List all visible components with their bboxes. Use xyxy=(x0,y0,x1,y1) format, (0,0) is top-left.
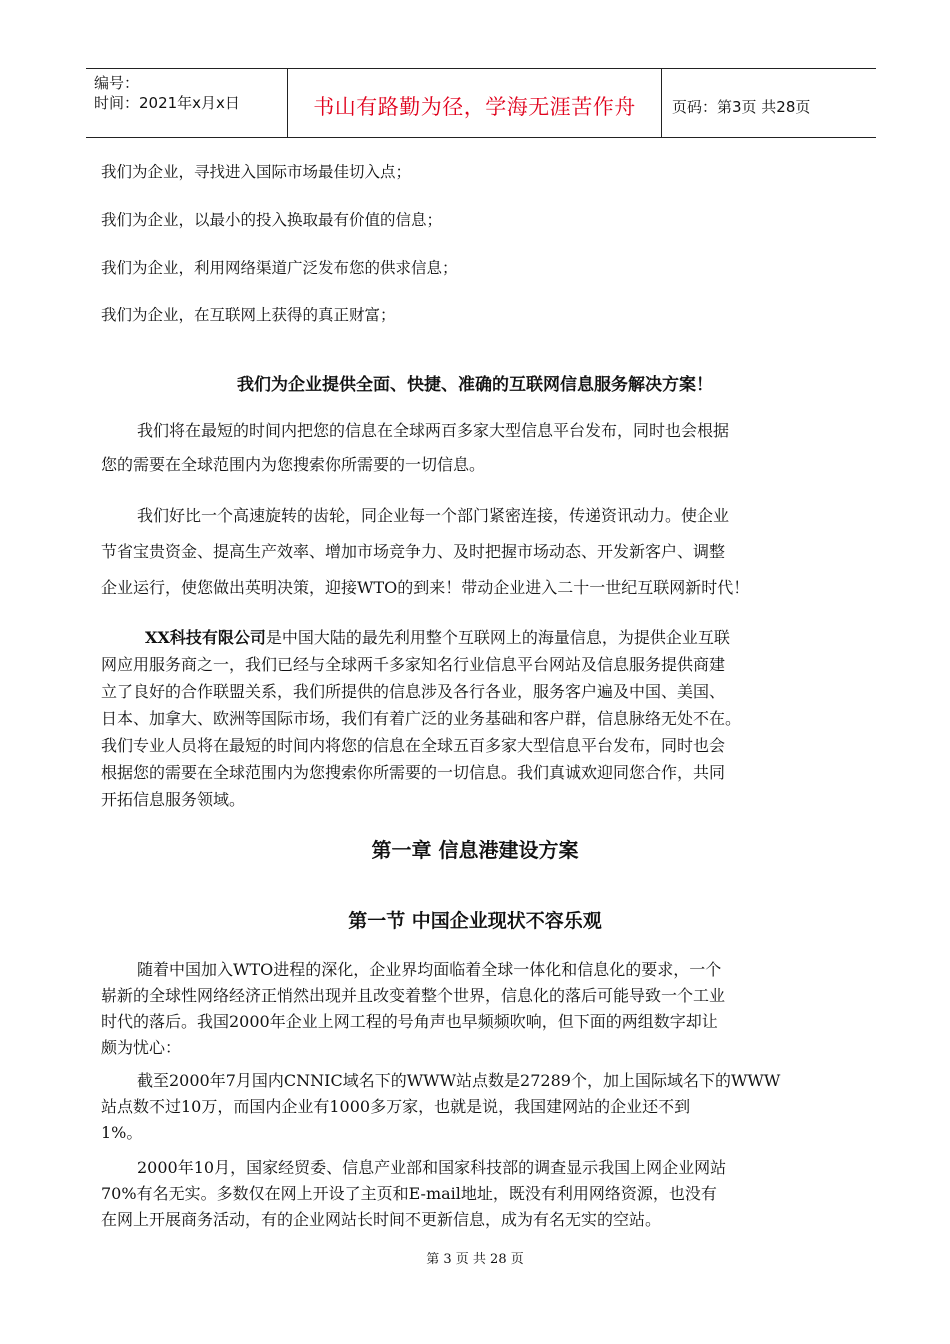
paragraph-line: 我们将在最短的时间内把您的信息在全球两百多家大型信息平台发布，同时也会根据 xyxy=(137,421,730,440)
header-number: 编号： xyxy=(94,74,140,92)
company-paragraph xyxy=(101,624,871,813)
paragraph-1 xyxy=(101,414,871,482)
header-page-info: 页码：第3页 共28页 xyxy=(672,97,811,116)
chapter-title: 第一章 信息港建设方案 xyxy=(371,838,579,862)
paragraph-line: 随着中国加入WTO进程的深化，企业界均面临着全球一体化和信息化的要求，一个 xyxy=(137,960,722,979)
paragraph-line: 我们好比一个高速旋转的齿轮，同企业每一个部门紧密连接，传递资讯动力。使企业 xyxy=(137,506,730,525)
slogan-heading: 我们为企业提供全面、快捷、准确的互联网信息服务解决方案！ xyxy=(237,375,713,395)
paragraph-line: 网应用服务商之一，我们已经与全球两千多家知名行业信息平台网站及信息服务提供商建 xyxy=(101,655,726,674)
section-title: 第一节 中国企业现状不容乐观 xyxy=(348,910,602,932)
paragraph-4 xyxy=(101,1068,871,1146)
intro-line: 我们为企业，在互联网上获得的真正财富； xyxy=(101,306,396,324)
header-motto-cell xyxy=(288,69,662,137)
paragraph-line: 崭新的全球性网络经济正悄然出现并且改变着整个世界，信息化的落后可能导致一个工业 xyxy=(101,986,726,1005)
intro-line: 我们为企业，利用网络渠道广泛发布您的供求信息； xyxy=(101,259,458,277)
paragraph-line: 我们专业人员将在最短的时间内将您的信息在全球五百多家大型信息平台发布，同时也会 xyxy=(101,736,726,755)
paragraph-line: 立了良好的合作联盟关系，我们所提供的信息涉及各行各业，服务客户遍及中国、美国、 xyxy=(101,682,726,701)
paragraph-line: 站点数不过10万，而国内企业有1000多万家，也就是说，我国建网站的企业还不到 xyxy=(101,1097,691,1116)
paragraph-line: 您的需要在全球范围内为您搜索你所需要的一切信息。 xyxy=(101,455,486,474)
paragraph-3 xyxy=(101,957,871,1061)
intro-line: 我们为企业，寻找进入国际市场最佳切入点； xyxy=(101,163,412,181)
intro-line: 我们为企业，以最小的投入换取最有价值的信息； xyxy=(101,211,443,229)
page-footer: 第 3 页 共 28 页 xyxy=(426,1252,524,1267)
header-motto: 书山有路勤为径，学海无涯苦作舟 xyxy=(313,95,636,119)
paragraph-line: 1%。 xyxy=(101,1123,143,1142)
paragraph-line: 2000年10月，国家经贸委、信息产业部和国家科技部的调查显示我国上网企业网站 xyxy=(137,1158,727,1177)
paragraph-line: 颇为忧心： xyxy=(101,1038,182,1057)
paragraph-line: 时代的落后。我国2000年企业上网工程的号角声也早频频吹响，但下面的两组数字却让 xyxy=(101,1012,718,1031)
paragraph-5 xyxy=(101,1155,871,1233)
paragraph-line: 开拓信息服务领域。 xyxy=(101,790,246,809)
paragraph-line: 70%有名无实。多数仅在网上开设了主页和E-mail地址，既没有利用网络资源，也没有 xyxy=(101,1184,717,1203)
paragraph-line: 企业运行，使您做出英明决策，迎接WTO的到来！带动企业进入二十一世纪互联网新时代！ xyxy=(101,578,750,597)
paragraph-line: 是中国大陆的最先利用整个互联网上的海量信息，为提供企业互联 xyxy=(265,628,730,647)
paragraph-line: 日本、加拿大、欧洲等国际市场，我们有着广泛的业务基础和客户群，信息脉络无处不在。 xyxy=(101,709,742,728)
paragraph-line: 根据您的需要在全球范围内为您搜索你所需要的一切信息。我们真诚欢迎同您合作，共同 xyxy=(101,763,726,782)
company-name: XX科技有限公司 xyxy=(145,628,266,647)
paragraph-2 xyxy=(101,498,871,606)
page-header xyxy=(86,68,876,138)
header-time: 时间：2021年x月x日 xyxy=(94,94,240,112)
header-meta xyxy=(86,69,288,137)
paragraph-line: 截至2000年7月国内CNNIC域名下的WWW站点数是27289个，加上国际域名下的WWW xyxy=(137,1071,781,1090)
paragraph-line: 在网上开展商务活动，有的企业网站长时间不更新信息，成为有名无实的空站。 xyxy=(101,1210,662,1229)
paragraph-line: 节省宝贵资金、提高生产效率、增加市场竞争力、及时把握市场动态、开发新客户、调整 xyxy=(101,542,726,561)
